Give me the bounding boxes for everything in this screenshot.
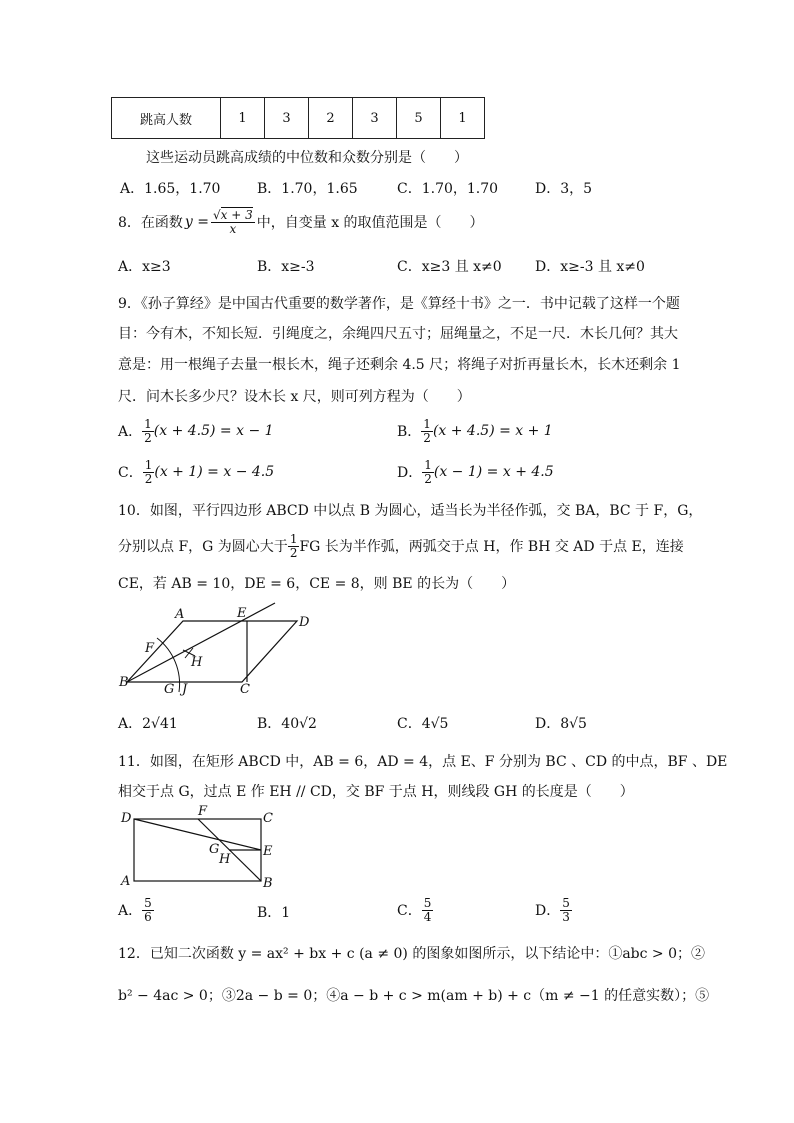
- q9-option-d-label: D．: [397, 465, 423, 481]
- q8-denominator: x: [229, 221, 237, 236]
- half-fraction: [288, 533, 300, 559]
- q8-option-c: C．x≥3 且 x≠0: [397, 259, 502, 275]
- q9-option-a-label: A．: [118, 424, 143, 440]
- table-cell: 3: [353, 98, 397, 139]
- half-fraction: [143, 459, 155, 485]
- q9-option-c-label: C．: [118, 465, 143, 481]
- q9-option-b: [397, 412, 553, 450]
- q9-option-b-expr: (x + 4.5) = x + 1: [432, 423, 553, 439]
- q11-option-c: [397, 890, 433, 930]
- q11-option-d: [535, 890, 572, 930]
- q7-option-c: C．1.70，1.70: [397, 181, 499, 197]
- q10-option-d: D．8√5: [535, 716, 587, 732]
- table-cell: 1: [221, 98, 265, 139]
- frac-den: 2: [423, 430, 431, 445]
- q8-fraction: [211, 209, 255, 235]
- q9-option-a: [118, 412, 274, 450]
- frac-den: 4: [423, 909, 432, 924]
- q9-line: 9．《孙子算经》是中国古代重要的数学著作，是《算经十书》之一．书中记载了这样一个题: [118, 296, 680, 312]
- q10-line: CE，若 AB = 10，DE = 6，CE = 8，则 BE 的长为（ ）: [118, 576, 516, 592]
- q11-option-d-label: D．: [535, 903, 561, 919]
- q9-option-b-label: B．: [397, 424, 422, 440]
- fig-label-j: J: [182, 682, 188, 697]
- q8-stem: [118, 204, 484, 240]
- q9-line: 尺．问木长多少尺？设木长 x 尺，则可列方程为（ ）: [118, 389, 471, 405]
- fig-label-h: H: [191, 655, 203, 670]
- frac-den: 2: [289, 545, 298, 560]
- q12-line: 12．已知二次函数 y = ax² + bx + c (a ≠ 0) 的图象如图所示，以下结论中：①abc > 0；②: [118, 946, 706, 962]
- parallelogram-figure: [115, 600, 325, 698]
- q10-line: 10．如图，平行四边形 ABCD 中以点 B 为圆心，适当长为半径作弧，交 BA，BC 于 F，G，: [118, 503, 703, 519]
- q11-option-d-fraction: [560, 897, 572, 923]
- fig-label-d: D: [121, 811, 132, 826]
- fig-label-d: D: [299, 615, 310, 630]
- frac-den: 2: [144, 430, 152, 445]
- table-row: [112, 98, 485, 139]
- frac-num: 1: [289, 531, 298, 546]
- frac-den: 2: [424, 471, 432, 486]
- fig-label-f: F: [145, 641, 155, 656]
- frac-num: 1: [144, 416, 152, 431]
- frac-num: 1: [144, 457, 153, 472]
- q10-line2-pre: 分别以点 F，G 为圆心大于: [118, 539, 288, 555]
- q11-option-c-label: C．: [397, 903, 422, 919]
- q10-option-c: C．4√5: [397, 716, 449, 732]
- q7-stem: 这些运动员跳高成绩的中位数和众数分别是（ ）: [146, 150, 468, 166]
- q11-option-c-fraction: [422, 897, 434, 923]
- fig-label-a: A: [175, 607, 185, 622]
- fig-label-c: C: [240, 682, 250, 697]
- q8-prefix: 8．在函数: [118, 215, 183, 231]
- frac-num: 5: [144, 895, 152, 910]
- frac-num: 5: [562, 895, 570, 910]
- q7-option-b: B．1.70，1.65: [257, 181, 358, 197]
- q9-option-c-expr: (x + 1) = x − 4.5: [154, 464, 275, 480]
- q9-option-a-expr: (x + 4.5) = x − 1: [153, 423, 274, 439]
- q11-option-a-label: A．: [118, 903, 143, 919]
- half-fraction: [142, 418, 154, 444]
- table-cell: 5: [397, 98, 441, 139]
- q8-y-eq: y =: [184, 214, 210, 230]
- q8-radical: √x + 3: [213, 207, 253, 222]
- frac-num: 1: [424, 457, 432, 472]
- half-fraction: [421, 418, 433, 444]
- q7-option-a: A．1.65，1.70: [120, 181, 221, 197]
- q11-option-b: B．1: [257, 905, 291, 921]
- q9-option-d: [397, 453, 554, 491]
- frac-den: 2: [144, 471, 153, 486]
- fig-label-c: C: [263, 811, 273, 826]
- table-cell: 1: [441, 98, 485, 139]
- q8-option-a: A．x≥3: [118, 259, 171, 275]
- q9-line: 目：今有木，不知长短．引绳度之，余绳四尺五寸；屈绳量之，不足一尺．木长几何？其大: [118, 326, 678, 342]
- q12-line: b² − 4ac > 0；③2a − b = 0；④a − b + c > m(am + b) + c（m ≠ −1 的任意实数）；⑤: [118, 988, 710, 1004]
- fig-label-e: E: [263, 844, 273, 859]
- frac-num: 5: [423, 895, 432, 910]
- q9-option-d-expr: (x − 1) = x + 4.5: [433, 464, 554, 480]
- table-cell: 2: [309, 98, 353, 139]
- q10-option-b: B．40√2: [257, 716, 317, 732]
- fig-label-a: A: [121, 874, 131, 889]
- q8-suffix: 中，自变量 x 的取值范围是（ ）: [256, 215, 484, 231]
- frac-den: 6: [144, 909, 152, 924]
- q8-option-d: D．x≥-3 且 x≠0: [535, 259, 645, 275]
- q7-option-d: D．3，5: [535, 181, 593, 197]
- fig-label-g: G: [164, 682, 175, 697]
- jump-count-table: [111, 97, 485, 139]
- table-header-cell: 跳高人数: [112, 98, 221, 139]
- q10-line2-post: FG 长为半作弧，两弧交于点 H，作 BH 交 AD 于点 E，连接: [299, 539, 684, 555]
- q11-option-a: [118, 890, 154, 930]
- q10-line: [118, 528, 684, 564]
- table-cell: 3: [265, 98, 309, 139]
- fig-label-b: B: [119, 675, 129, 690]
- fig-label-b: B: [263, 876, 273, 891]
- q9-line: 意是：用一根绳子去量一根长木，绳子还剩余 4.5 尺；将绳子对折再量长木，长木还剩余 1: [118, 357, 681, 373]
- q8-option-b: B．x≥-3: [257, 259, 315, 275]
- q9-option-c: [118, 453, 274, 491]
- fig-label-g: G: [209, 842, 220, 857]
- frac-den: 3: [562, 909, 570, 924]
- half-fraction: [422, 459, 434, 485]
- q11-option-a-fraction: [142, 897, 154, 923]
- q11-line: 相交于点 G，过点 E 作 EH // CD，交 BF 于点 H，则线段 GH 的长度是（ ）: [118, 784, 634, 800]
- q8-radicand: x + 3: [220, 207, 253, 222]
- q10-option-a: A．2√41: [118, 716, 178, 732]
- fig-label-f: F: [198, 804, 208, 819]
- rectangle-figure: [115, 803, 285, 893]
- frac-num: 1: [423, 416, 431, 431]
- fig-label-h: H: [219, 852, 231, 867]
- q11-line: 11．如图，在矩形 ABCD 中，AB = 6，AD = 4，点 E、F 分别为 BC 、CD 的中点，BF 、DE: [118, 754, 728, 770]
- fig-label-e: E: [237, 606, 247, 621]
